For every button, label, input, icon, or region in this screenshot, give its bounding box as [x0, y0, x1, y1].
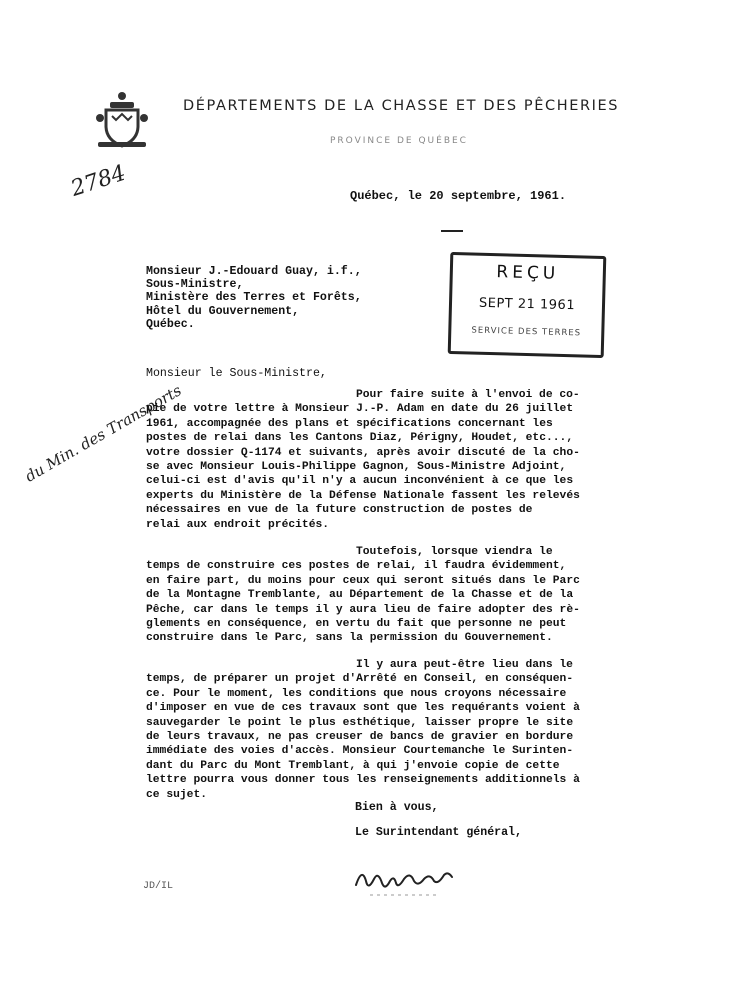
- paragraph-line: ce sujet.: [146, 788, 208, 801]
- paragraph-3: [146, 658, 586, 802]
- paragraph-line: temps, de préparer un projet d'Arrêté en Conseil, en conséquen-: [146, 673, 574, 686]
- paragraph-line: votre dossier Q-1174 et suivants, après avoir discuté de la cho-: [146, 446, 580, 459]
- paragraph-line: Pêche, car dans le temps il y aura lieu de faire adopter des rè-: [146, 603, 580, 616]
- paragraph-2: [146, 545, 586, 646]
- paragraph-line: Il y aura peut-être lieu dans le: [356, 659, 573, 671]
- paragraph-line: relai aux endroit précités.: [146, 518, 330, 531]
- divider-dash: [441, 230, 463, 232]
- paragraph-line: se avec Monsieur Louis-Philippe Gagnon, Sous-Ministre Adjoint,: [146, 461, 567, 474]
- address-line: Monsieur J.-Edouard Guay, i.f.,: [146, 265, 362, 278]
- signatory-title: Le Surintendant général,: [355, 826, 522, 839]
- paragraph-line: lettre pourra vous donner tous les renseignements additionnels à: [146, 774, 580, 787]
- paragraph-line: d'imposer en vue de ces travaux sont que les requérants voient à: [146, 702, 580, 715]
- letterhead-title: DÉPARTEMENTS DE LA CHASSE ET DES PÊCHERIES: [183, 98, 620, 114]
- paragraph-line: nécessaires en vue de la future construction de postes de: [146, 504, 533, 517]
- paragraph-line: temps de construire ces postes de relai, il faudra évidemment,: [146, 560, 567, 573]
- paragraph-line: glements en conséquence, en vertu du fait que personne ne peut: [146, 618, 567, 631]
- letterhead-subtitle: PROVINCE DE QUÉBEC: [330, 136, 468, 146]
- paragraph-line: Pour faire suite à l'envoi de co-: [356, 389, 580, 401]
- paragraph-line: immédiate des voies d'accès. Monsieur Courtemanche le Surinten-: [146, 745, 574, 758]
- closing-line: Bien à vous,: [355, 801, 439, 814]
- address-line: Hôtel du Gouvernement,: [146, 304, 300, 318]
- address-line: Sous-Ministre,: [146, 278, 244, 292]
- paragraph-line: en faire part, du moins pour ceux qui seront situés dans le Parc: [146, 574, 580, 587]
- paragraph-line: dant du Parc du Mont Tremblant, à qui j'envoie copie de cette: [146, 759, 560, 772]
- recipient-address: [146, 265, 362, 331]
- stamp-service: SERVICE DES TERRES: [471, 325, 582, 339]
- handwritten-margin-note: du Min. des Transports: [22, 381, 185, 486]
- salutation: Monsieur le Sous-Ministre,: [146, 367, 327, 380]
- paragraph-line: celui-ci est d'avis qu'il n'y a aucun inconvénient à ce que les: [146, 475, 574, 488]
- paragraph-1: [146, 388, 586, 532]
- reference-initials: JD/IL: [143, 881, 174, 892]
- handwritten-file-number: 2784: [68, 160, 129, 202]
- paragraph-line: experts du Ministère de la Défense Nationale fassent les relevés: [146, 489, 580, 502]
- address-line: Québec.: [146, 317, 195, 331]
- paragraph-line: de leurs travaux, ne pas creuser de bancs de gravier en bordure: [146, 731, 574, 744]
- received-stamp: [448, 252, 607, 358]
- signature-icon: [350, 855, 480, 905]
- stamp-date: SEPT 21 1961: [478, 295, 576, 314]
- paragraph-line: postes de relai dans les Cantons Diaz, Périgny, Houdet, etc...,: [146, 432, 574, 445]
- stamp-received-label: REÇU: [496, 262, 560, 284]
- address-line: Ministère des Terres et Forêts,: [146, 291, 362, 305]
- paragraph-line: construire dans le Parc, sans la permission du Gouvernement.: [146, 632, 553, 645]
- paragraph-line: ce. Pour le moment, les conditions que nous croyons nécessaire: [146, 687, 567, 700]
- paragraph-line: pie de votre lettre à Monsieur J.-P. Adam en date du 26 juillet: [146, 403, 574, 416]
- coat-of-arms-icon: [92, 88, 152, 152]
- paragraph-line: sauvegarder le point le plus esthétique, laisser propre le site: [146, 716, 574, 729]
- date-line: Québec, le 20 septembre, 1961.: [350, 189, 567, 203]
- paragraph-line: 1961, accompagnée des plans et spécifications concernant les: [146, 417, 553, 430]
- paragraph-line: Toutefois, lorsque viendra le: [356, 546, 553, 558]
- paragraph-line: de la Montagne Tremblante, au Département de la Chasse et de la: [146, 589, 574, 602]
